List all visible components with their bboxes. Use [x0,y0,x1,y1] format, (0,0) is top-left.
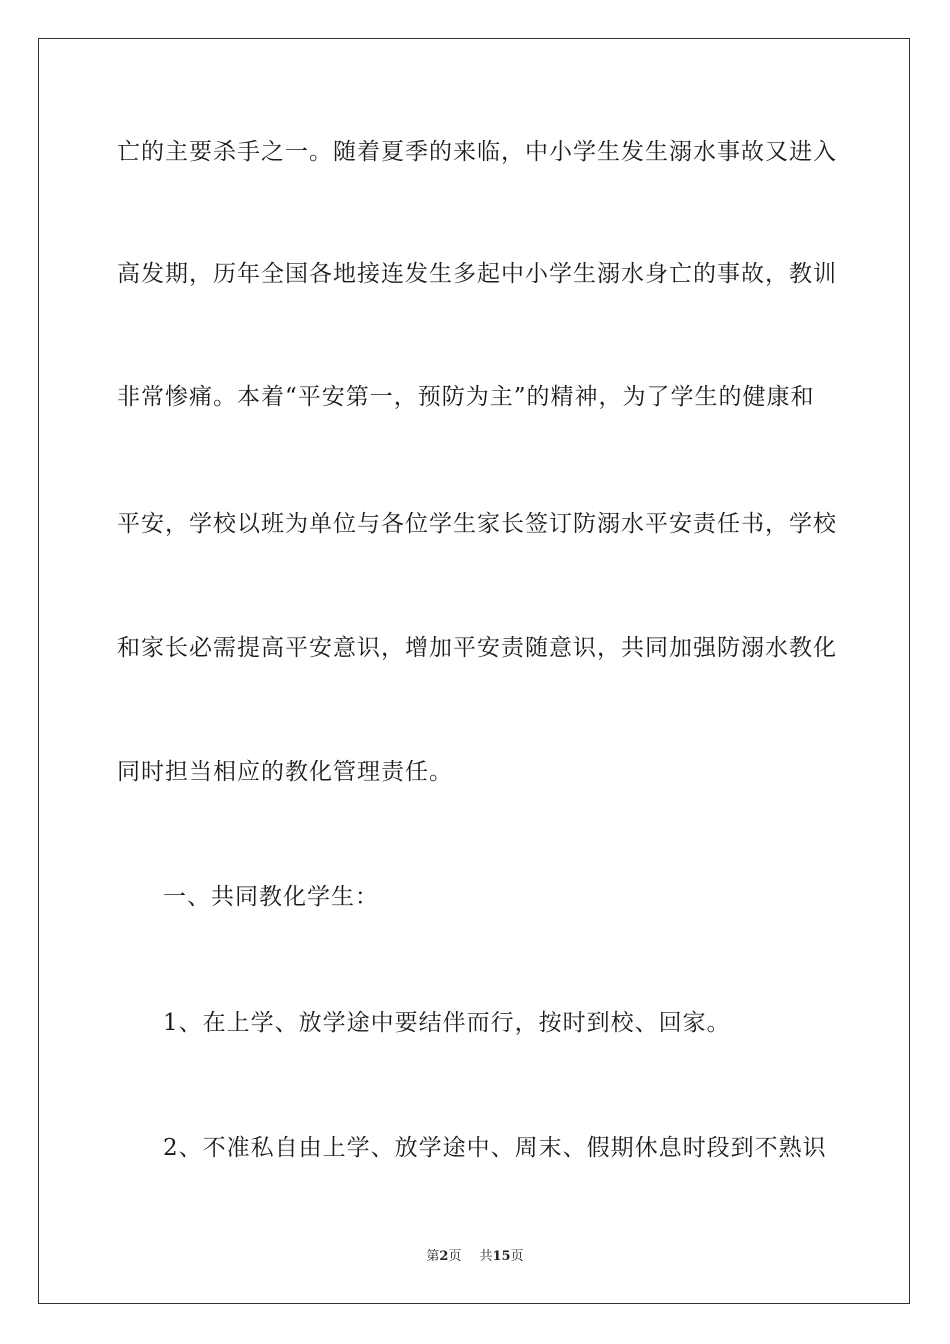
list-item-1: 1、在上学、放学途中要结伴而行，按时到校、回家。 [163,1010,731,1036]
body-line-1: 亡的主要杀手之一。随着夏季的来临，中小学生发生溺水事故又进入 [117,139,837,165]
body-line-3: 非常惨痛。本着“平安第一，预防为主”的精神，为了学生的健康和 [117,384,815,410]
section-heading: 一、共同教化学生： [163,884,379,910]
footer-page-suffix: 页 [448,1249,462,1264]
list-item-2: 2、不准私自由上学、放学途中、周末、假期休息时段到不熟识 [163,1135,827,1161]
body-line-5: 和家长必需提高平安意识，增加平安责随意识，共同加强防溺水教化 [117,635,837,661]
footer-total-suffix: 页 [510,1249,524,1264]
footer-page-number: 2 [439,1249,449,1264]
page-footer [0,1249,950,1265]
footer-total-prefix: 共 [479,1249,493,1264]
body-line-6: 同时担当相应的教化管理责任。 [117,759,453,785]
footer-page-prefix: 第 [426,1249,440,1264]
page-border [38,38,910,1304]
footer-total-pages: 15 [492,1249,511,1264]
body-line-2: 高发期，历年全国各地接连发生多起中小学生溺水身亡的事故，教训 [117,261,837,287]
body-line-4: 平安，学校以班为单位与各位学生家长签订防溺水平安责任书，学校 [117,511,837,537]
